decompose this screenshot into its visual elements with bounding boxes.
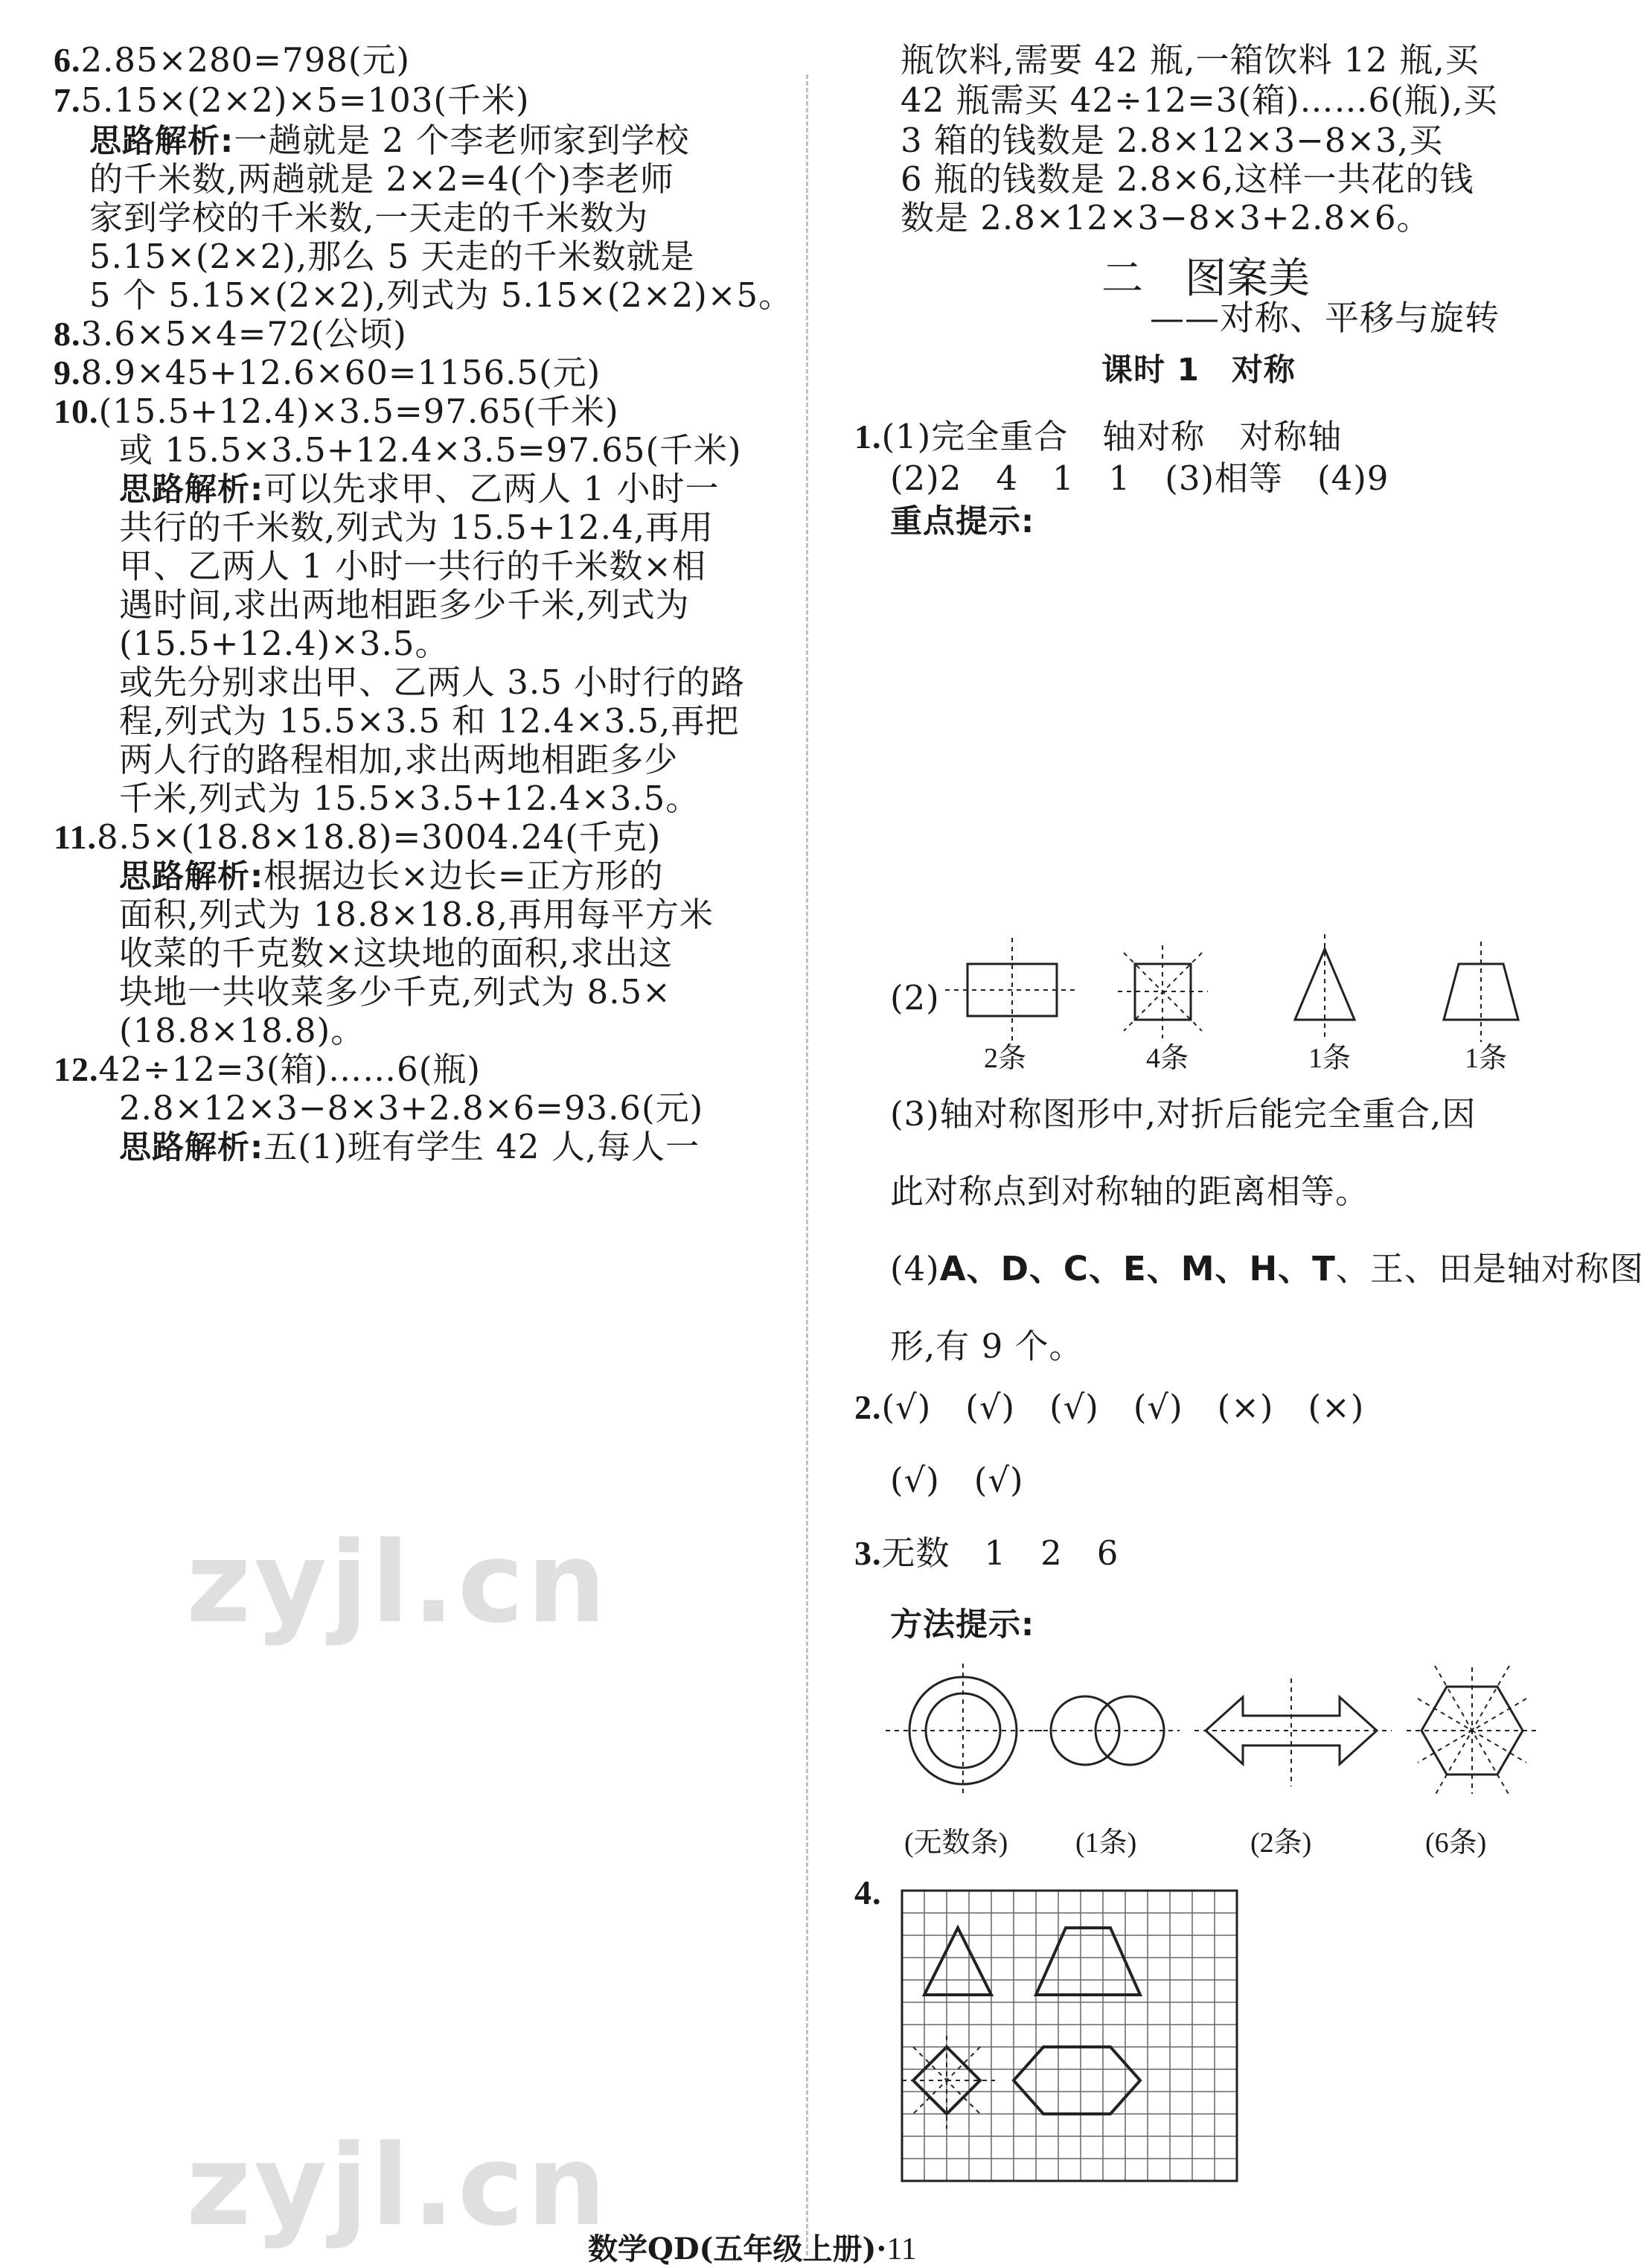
- answer-6: 6.2.85×280=798(元): [54, 40, 411, 80]
- grid-drawing: [902, 1891, 1244, 2188]
- method-tip-label: 方法提示:: [890, 1606, 1035, 1643]
- analysis-11-line5: (18.8×18.8)。: [119, 1011, 365, 1050]
- watermark-top: zyjl.cn: [186, 1518, 610, 1648]
- fig3-caption-3: (2条): [1250, 1827, 1312, 1859]
- analysis-11-line1: 思路解析:根据边长×边长=正方形的: [119, 856, 664, 895]
- key-tip-label: 重点提示:: [890, 503, 1035, 540]
- analysis-10-line1: 思路解析:可以先求甲、乙两人 1 小时一: [119, 469, 720, 508]
- analysis-12-line1: 思路解析:五(1)班有学生 42 人,每人一: [119, 1127, 700, 1166]
- lesson-title: 课时 1 对称: [1101, 351, 1296, 388]
- analysis-10-line2: 共行的千米数,列式为 15.5+12.4,再用: [119, 508, 714, 547]
- fig2-caption-2: 4条: [1146, 1043, 1189, 1074]
- answer-10: 10.(15.5+12.4)×3.5=97.65(千米): [54, 392, 619, 431]
- fig3-caption-4: (6条): [1425, 1827, 1487, 1859]
- analysis-11-line4: 块地一共收菜多少千克,列式为 8.5×: [119, 972, 671, 1012]
- fig2-caption-3: 1条: [1308, 1043, 1352, 1074]
- analysis-7-line5: 5 个 5.15×(2×2),列式为 5.15×(2×2)×5。: [89, 275, 793, 315]
- analysis-7-line1: 思路解析:一趟就是 2 个李老师家到学校: [89, 121, 690, 160]
- right-cont-line3: 3 箱的钱数是 2.8×12×3−8×3,买: [901, 121, 1444, 160]
- answer-11: 11.8.5×(18.8×18.8)=3004.24(千克): [54, 817, 662, 857]
- axis-count-figures: [886, 1660, 1555, 1801]
- analysis-11-line2: 面积,列式为 18.8×18.8,再用每平方米: [119, 895, 714, 934]
- fig2-caption-1: 2条: [984, 1043, 1027, 1074]
- analysis-10-line6: 或先分别求出甲、乙两人 3.5 小时行的路: [119, 662, 746, 702]
- answer-8: 8.3.6×5×4=72(公顷): [54, 314, 407, 354]
- answer-4: 4.: [854, 1874, 882, 1911]
- analysis-11-line3: 收菜的千克数×这块地的面积,求出这: [119, 933, 674, 973]
- right-cont-line5: 数是 2.8×12×3−8×3+2.8×6。: [901, 198, 1431, 237]
- answer-10-alt: 或 15.5×3.5+12.4×3.5=97.65(千米): [119, 430, 742, 470]
- analysis-10-line7: 程,列式为 15.5×3.5 和 12.4×3.5,再把: [119, 701, 740, 741]
- page-footer: 数学QD(五年级上册)·11: [588, 2232, 917, 2267]
- answer-12: 12.42÷12=3(箱)……6(瓶): [54, 1050, 481, 1089]
- analysis-7-line3: 家到学校的千米数,一天走的千米数为: [89, 198, 649, 237]
- answer-3: 3.无数 1 2 6: [854, 1533, 1119, 1573]
- fig2-label: (2): [890, 978, 940, 1018]
- analysis-10-line5: (15.5+12.4)×3.5。: [119, 624, 450, 663]
- answer-7: 7.5.15×(2×2)×5=103(千米): [54, 80, 530, 120]
- answer-1-p4-line1: (4)A、D、C、E、M、H、T、王、田是轴对称图: [890, 1249, 1644, 1288]
- symmetry-figures: [938, 934, 1548, 1061]
- answer-1-p4-line2: 形,有 9 个。: [890, 1326, 1084, 1366]
- analysis-10-line4: 遇时间,求出两地相距多少千米,列式为: [119, 585, 690, 625]
- watermark-bottom: zyjl.cn: [186, 2121, 610, 2251]
- answer-1-p3-line2: 此对称点到对称轴的距离相等。: [890, 1172, 1370, 1211]
- fig2-caption-4: 1条: [1465, 1043, 1508, 1074]
- analysis-7-line4: 5.15×(2×2),那么 5 天走的千米数就是: [89, 237, 695, 276]
- unit-subtitle: ——对称、平移与旋转: [1150, 298, 1500, 338]
- column-divider: [806, 74, 808, 2255]
- answer-2-line2: (√) (√): [890, 1460, 1024, 1500]
- right-cont-line1: 瓶饮料,需要 42 瓶,一箱饮料 12 瓶,买: [901, 40, 1480, 80]
- right-cont-line2: 42 瓶需买 42÷12=3(箱)……6(瓶),买: [901, 80, 1498, 120]
- analysis-10-line8: 两人行的路程相加,求出两地相距多少: [119, 740, 679, 779]
- analysis-10-line9: 千米,列式为 15.5×3.5+12.4×3.5。: [119, 779, 700, 818]
- right-cont-line4: 6 瓶的钱数是 2.8×6,这样一共花的钱: [901, 159, 1474, 199]
- fig3-caption-2: (1条): [1075, 1827, 1137, 1859]
- answer-1-p3-line1: (3)轴对称图形中,对折后能完全重合,因: [890, 1094, 1477, 1134]
- unit-title: 二 图案美: [1101, 255, 1310, 303]
- answer-1-line2: (2)2 4 1 1 (3)相等 (4)9: [890, 459, 1389, 498]
- analysis-10-line3: 甲、乙两人 1 小时一共行的千米数×相: [119, 546, 706, 586]
- fig3-caption-1: (无数条): [904, 1827, 1008, 1859]
- answer-1-line1: 1.(1)完全重合 轴对称 对称轴: [854, 417, 1343, 456]
- page-number: 11: [886, 2232, 917, 2267]
- answer-9: 9.8.9×45+12.6×60=1156.5(元): [54, 353, 601, 392]
- answer-12-line2: 2.8×12×3−8×3+2.8×6=93.6(元): [119, 1088, 704, 1128]
- answer-2-line1: 2.(√) (√) (√) (√) (×) (×): [854, 1387, 1365, 1427]
- analysis-7-line2: 的千米数,两趟就是 2×2=4(个)李老师: [89, 159, 675, 199]
